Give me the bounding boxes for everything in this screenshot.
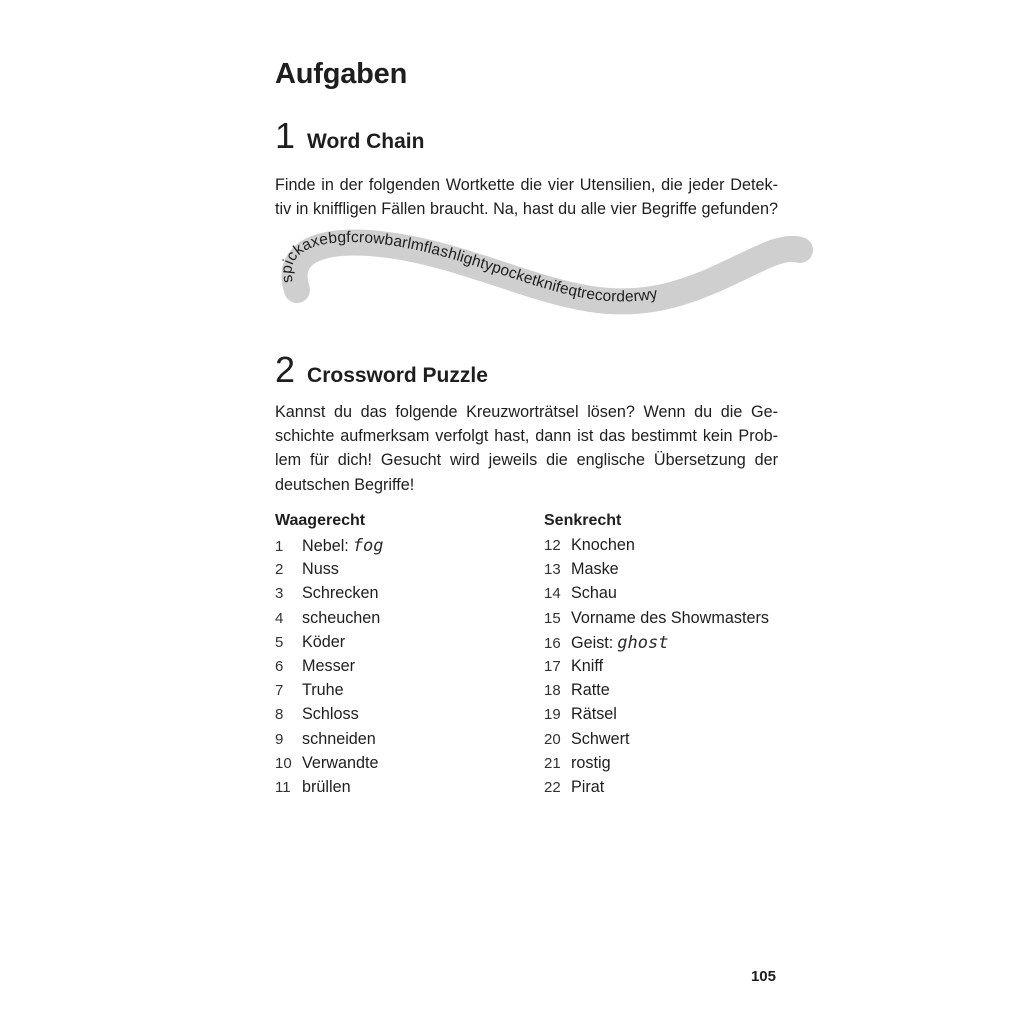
clue-text: Messer	[302, 656, 356, 675]
clue-item	[275, 584, 384, 608]
instruction-line: tiv in kniffligen Fällen braucht. Na, hast du alle vier Begriffe gefunden?	[275, 200, 778, 219]
clue-item	[544, 584, 769, 608]
clue-item	[544, 778, 769, 802]
clue-item	[275, 778, 384, 802]
instruction-line: schichte aufmerksam verfolgt hast, dann ist das bestimmt kein Prob-	[275, 427, 778, 446]
across-clue-list	[275, 536, 384, 802]
clue-text: Truhe	[302, 681, 344, 700]
word-chain-letters: spickaxebgfcrowbarlmflashlightypocketknifeqtrecorderwy	[278, 228, 659, 306]
clue-text: Kniff	[571, 656, 604, 675]
instruction-line: Finde in der folgenden Wortkette die vier Utensilien, die jeder Detek-	[275, 176, 778, 194]
clue-text: schneiden	[302, 729, 376, 748]
clue-text: Schwert	[571, 729, 630, 748]
page-title: Aufgaben	[275, 58, 408, 90]
section-1-number: 1	[275, 115, 296, 156]
section-2-title: Crossword Puzzle	[307, 364, 488, 387]
clue-number: 13	[544, 561, 561, 579]
clue-text: Knochen	[571, 536, 635, 554]
section-2-heading	[275, 349, 488, 390]
section-2-number: 2	[275, 349, 296, 390]
clue-item	[275, 657, 384, 681]
clue-item	[275, 633, 384, 657]
clue-text: Rätsel	[571, 705, 617, 724]
clue-number: 7	[275, 682, 284, 700]
clue-number: 12	[544, 537, 561, 554]
instruction-line: lem für dich! Gesucht wird jeweils die englische Übersetzung der	[275, 451, 778, 470]
clue-number: 6	[275, 657, 284, 675]
clue-text: Nebel:	[302, 537, 349, 555]
clue-item	[544, 560, 769, 584]
clue-item	[275, 681, 384, 705]
word-chain-graphic	[275, 222, 820, 327]
down-clues	[544, 510, 769, 802]
clue-item	[275, 730, 384, 754]
clue-item	[275, 609, 384, 633]
clue-item	[275, 705, 384, 729]
clue-item	[544, 705, 769, 729]
clue-number: 19	[544, 706, 561, 724]
clue-text: Maske	[571, 560, 619, 579]
clue-item	[544, 730, 769, 754]
clue-item	[544, 633, 769, 657]
page-number: 105	[750, 968, 776, 985]
clue-text: scheuchen	[302, 608, 381, 627]
section-1-heading	[275, 115, 425, 156]
clue-number: 3	[275, 585, 284, 603]
clue-number: 20	[544, 730, 561, 748]
clue-number: 5	[275, 633, 284, 651]
clue-text: Schau	[571, 584, 617, 603]
clue-text: Schloss	[302, 705, 359, 724]
clue-number: 9	[275, 730, 284, 748]
clue-number: 18	[544, 682, 561, 700]
section-1-instructions	[275, 173, 778, 221]
instruction-line: deutschen Begriffe!	[275, 475, 415, 494]
clue-text: Vorname des Showmasters	[571, 608, 769, 627]
clue-item	[275, 536, 384, 560]
clue-text: Köder	[302, 632, 346, 651]
clue-text: Verwandte	[302, 753, 379, 772]
down-heading: Senkrecht	[544, 512, 622, 529]
clue-text: Pirat	[571, 777, 605, 796]
clue-item	[544, 681, 769, 705]
clue-number: 22	[544, 778, 561, 796]
word-chain-text	[278, 229, 659, 306]
clue-number: 4	[275, 609, 284, 627]
clue-text: Nuss	[302, 560, 339, 579]
clue-number: 2	[275, 561, 284, 579]
clue-number: 15	[544, 609, 561, 627]
clue-text: Ratte	[571, 681, 610, 700]
section-1-title: Word Chain	[307, 130, 425, 153]
book-page	[275, 0, 780, 1024]
handwritten-answer: ghost	[617, 632, 669, 653]
handwritten-answer: fog	[352, 536, 384, 556]
clue-number: 21	[544, 754, 561, 772]
clue-number: 11	[275, 778, 291, 796]
clue-item	[544, 609, 769, 633]
clue-item	[544, 657, 769, 681]
section-2-instructions	[275, 400, 778, 497]
clue-number: 16	[544, 634, 561, 652]
clue-number: 14	[544, 585, 561, 603]
clue-item	[275, 754, 384, 778]
across-clues	[275, 510, 384, 802]
clue-item	[275, 560, 384, 584]
clue-number: 10	[275, 754, 292, 772]
clue-number: 1	[275, 538, 284, 555]
clue-text: Geist:	[571, 633, 614, 652]
clue-number: 8	[275, 706, 284, 724]
clue-item	[544, 536, 769, 560]
instruction-line: Kannst du das folgende Kreuzworträtsel lösen? Wenn du die Ge-	[275, 403, 778, 421]
clue-text: brüllen	[302, 777, 351, 796]
clue-text: rostig	[571, 753, 611, 772]
clue-text: Schrecken	[302, 584, 379, 603]
down-clue-list	[544, 536, 769, 802]
across-heading: Waagerecht	[275, 512, 366, 529]
clue-item	[544, 754, 769, 778]
clue-number: 17	[544, 657, 561, 675]
